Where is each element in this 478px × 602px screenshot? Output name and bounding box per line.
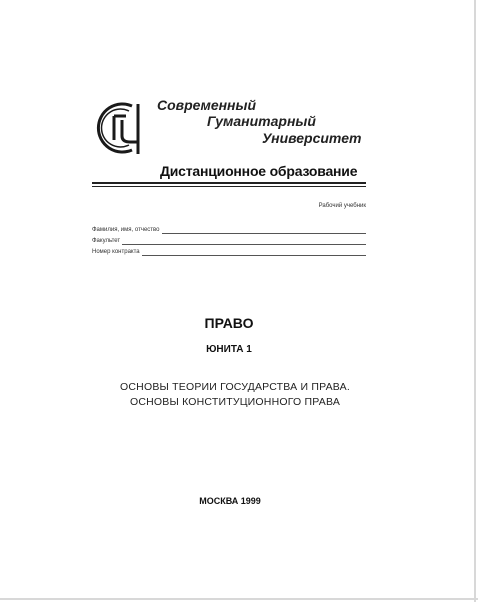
sgu-logo-icon bbox=[92, 96, 154, 160]
university-name-line-3: Университет bbox=[262, 130, 362, 146]
form-blank-contract-number bbox=[142, 249, 366, 256]
university-name-line-2: Гуманитарный bbox=[207, 113, 316, 129]
topic-line-1: ОСНОВЫ ТЕОРИИ ГОСУДАРСТВА И ПРАВА. bbox=[120, 381, 350, 393]
university-name-line-1: Современный bbox=[157, 97, 257, 113]
subject-title: ПРАВО bbox=[204, 315, 254, 331]
form-label-full-name: Фамилия, имя, отчество bbox=[92, 227, 160, 233]
page-edge-bottom bbox=[0, 598, 478, 600]
program-title: Дистанционное образование bbox=[160, 163, 358, 179]
topic-line-2: ОСНОВЫ КОНСТИТУЦИОННОГО ПРАВА bbox=[129, 396, 341, 408]
form-label-faculty: Факультет bbox=[92, 238, 121, 244]
form-row-full-name bbox=[92, 225, 366, 234]
form-row-contract-number bbox=[92, 247, 366, 256]
document-type: Рабочий учебник bbox=[318, 203, 366, 209]
form-label-contract-number: Номер контракта bbox=[92, 249, 140, 255]
form-row-faculty bbox=[92, 236, 366, 245]
header-rule-thick bbox=[92, 182, 366, 184]
header-rule-thin bbox=[92, 186, 366, 187]
form-blank-full-name bbox=[162, 227, 367, 234]
form-blank-faculty bbox=[122, 238, 366, 245]
unit-title: ЮНИТА 1 bbox=[206, 344, 252, 355]
city-year: МОСКВА 1999 bbox=[199, 496, 261, 506]
page-edge-right bbox=[474, 0, 476, 602]
